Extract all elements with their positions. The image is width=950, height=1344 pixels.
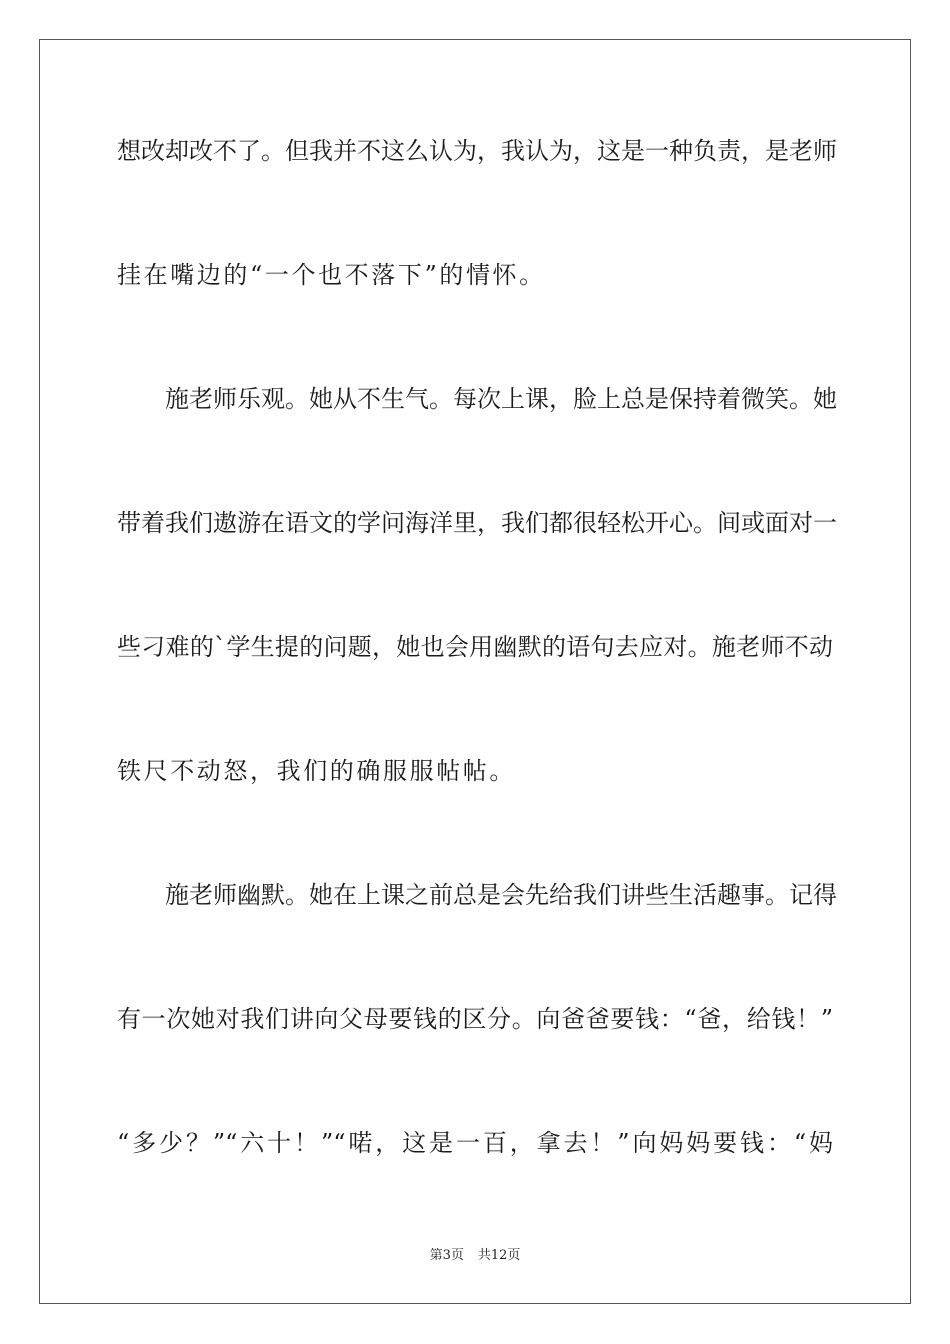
text-line-7: 施老师幽默。她在上课之前总是会先给我们讲些生活趣事。记得 — [165, 881, 837, 909]
text-line-5: 些刁难的`学生提的问题，她也会用幽默的语句去应对。施老师不动 — [117, 633, 833, 661]
text-line-9: “多少？”“六十！”“喏，这是一百，拿去！”向妈妈要钱：“妈 — [117, 1129, 833, 1157]
text-line-3: 施老师乐观。她从不生气。每次上课，脸上总是保持着微笑。她 — [165, 385, 837, 413]
text-line-8: 有一次她对我们讲向父母要钱的区分。向爸爸要钱：“爸，给钱！” — [117, 1005, 833, 1033]
page-number: 第3页 — [429, 1248, 464, 1263]
text-line-2: 挂在嘴边的“一个也不落下”的情怀。 — [117, 261, 546, 289]
text-line-4: 带着我们遨游在语文的学问海洋里，我们都很轻松开心。间或面对一 — [117, 509, 837, 537]
page-total: 共12页 — [477, 1248, 521, 1263]
text-line-1: 想改却改不了。但我并不这么认为，我认为，这是一种负责，是老师 — [117, 137, 837, 165]
text-line-6: 铁尺不动怒，我们的确服服帖帖。 — [117, 757, 516, 785]
page-border — [39, 39, 911, 1304]
page-footer — [0, 1247, 950, 1265]
